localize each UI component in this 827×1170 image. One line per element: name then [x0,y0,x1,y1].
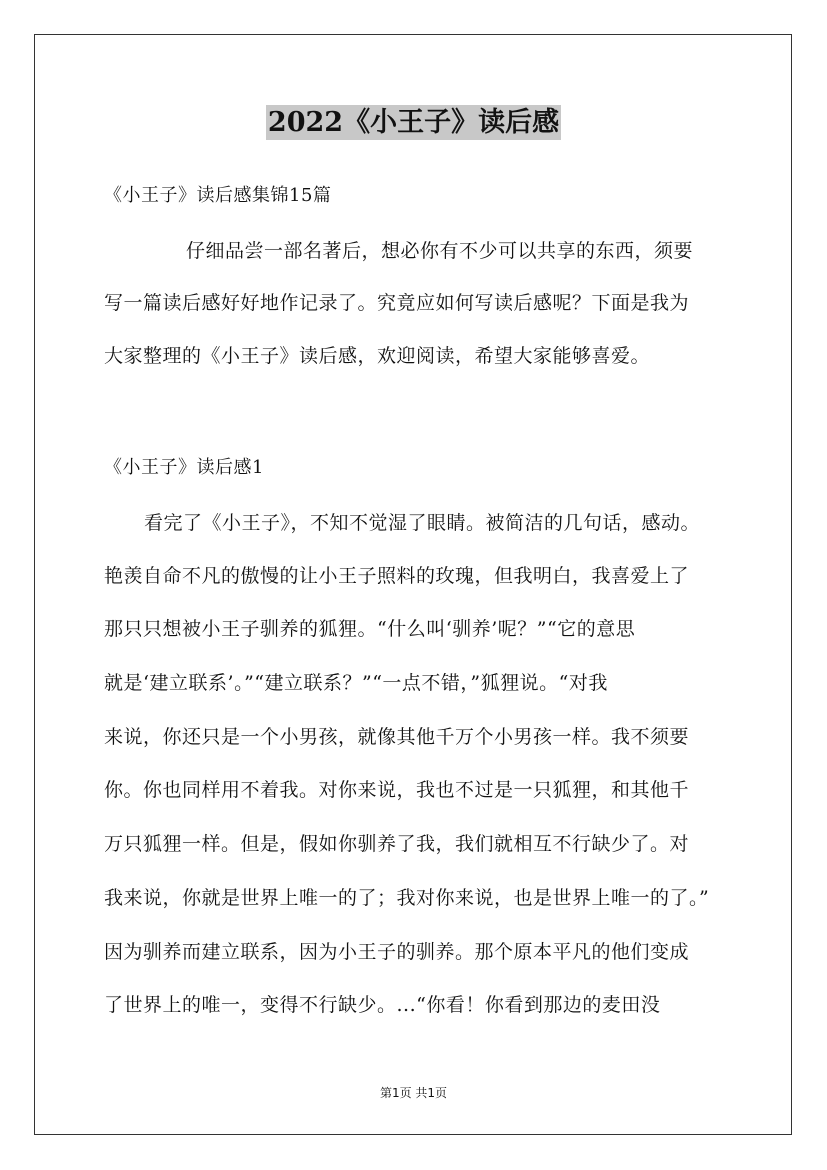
body-line: 来说，你还只是一个小男孩，就像其他千万个小男孩一样。我不须要 [104,726,690,748]
body-line: 万只狐狸一样。但是，假如你驯养了我，我们就相互不行缺少了。对 [104,833,690,855]
document-title-wrap [0,100,827,139]
body-line: 看完了《小王子》，不知不觉湿了眼睛。被简洁的几句话，感动。 [144,512,701,534]
intro-line: 大家整理的《小王子》读后感，欢迎阅读，希望大家能够喜爱。 [104,345,651,367]
body-line: 艳羡自命不凡的傲慢的让小王子照料的玫瑰，但我明白，我喜爱上了 [104,565,690,587]
intro-line: 写一篇读后感好好地作记录了。究竟应如何写读后感呢？下面是我为 [104,292,690,314]
body-line: 因为驯养而建立联系，因为小王子的驯养。那个原本平凡的他们变成 [104,941,690,963]
body-line: 就是‘建立联系’。”“建立联系？”“一点不错，”狐狸说。“对我 [104,672,608,694]
page-footer: 第1页 共1页 [379,1086,448,1100]
intro-line: 仔细品尝一部名著后，想必你有不少可以共享的东西，须要 [186,240,694,262]
body-line: 你。你也同样用不着我。对你来说，我也不过是一只狐狸，和其他千 [104,779,690,801]
section-heading: 《小王子》读后感1 [104,457,264,478]
intro-heading: 《小王子》读后感集锦15篇 [104,185,332,206]
body-line: 我来说，你就是世界上唯一的了；我对你来说，也是世界上唯一的了。” [104,887,710,909]
body-line: 了世界上的唯一，变得不行缺少。...“你看！你看到那边的麦田没 [104,994,661,1016]
document-title: 2022《小王子》读后感 [267,107,560,138]
body-line: 那只只想被小王子驯养的狐狸。“什么叫‘驯养’呢？”“它的意思 [104,618,636,640]
